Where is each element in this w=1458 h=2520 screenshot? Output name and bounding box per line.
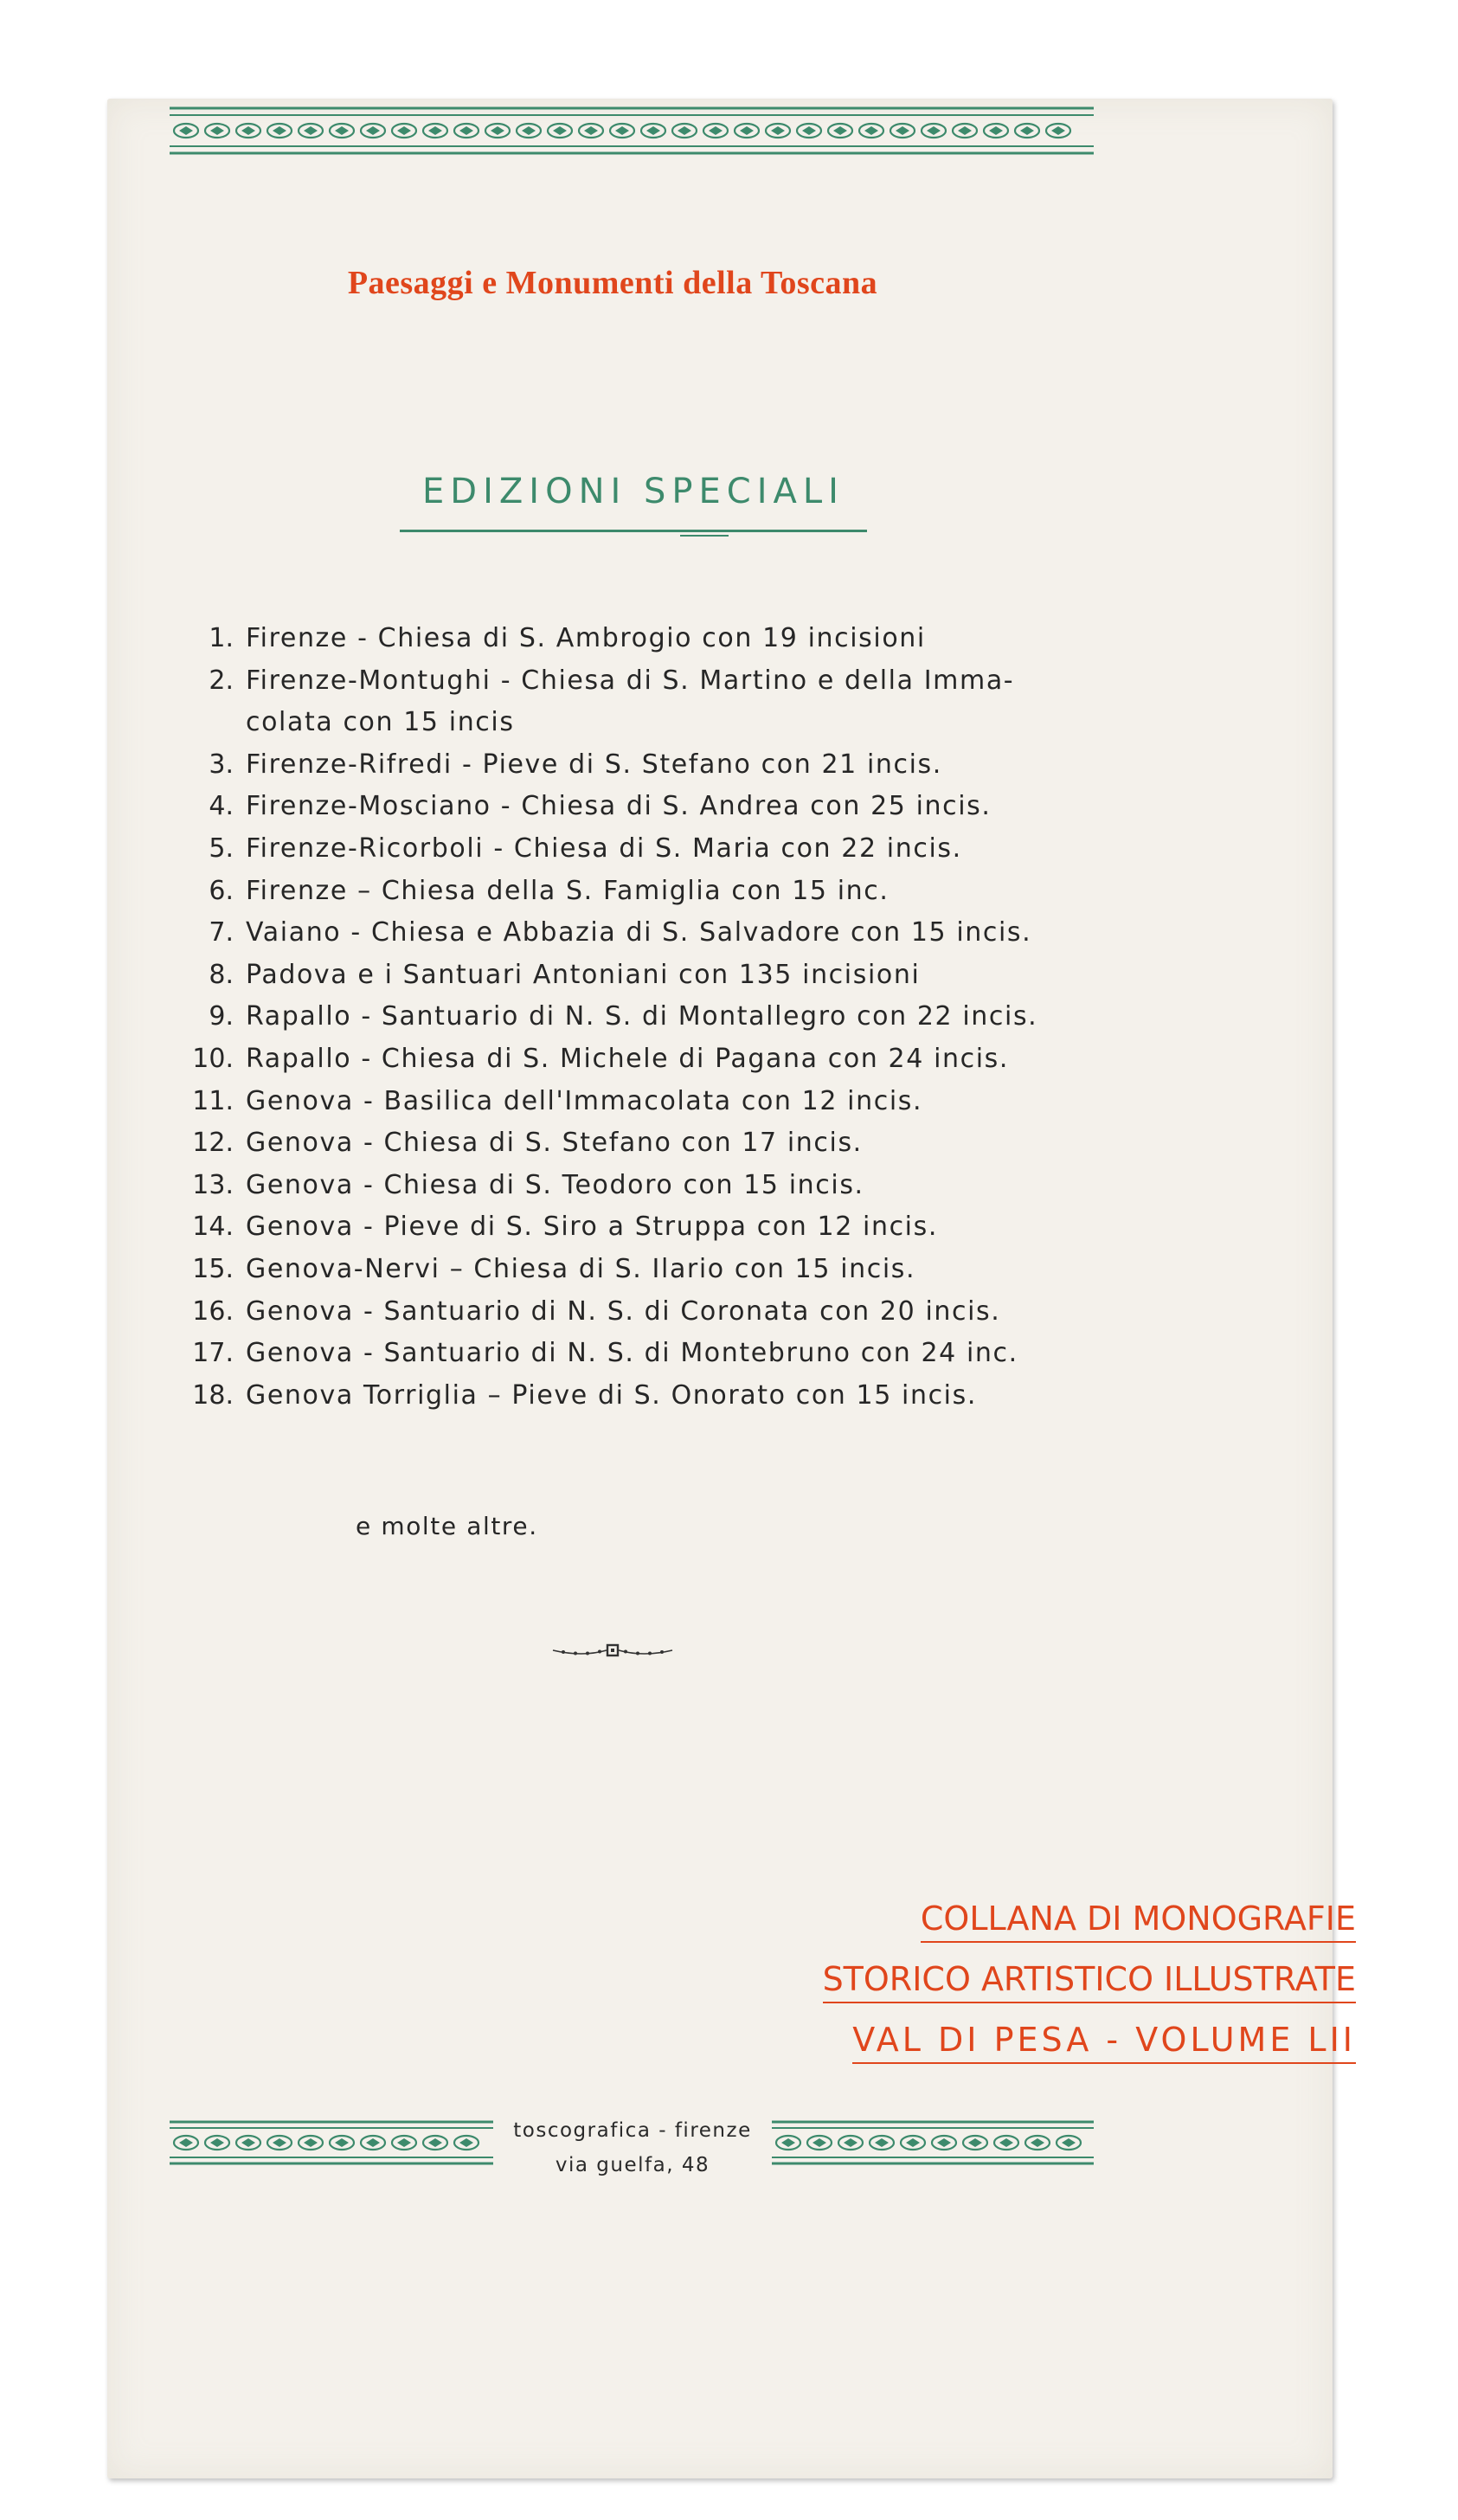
list-item: 18. Genova Torriglia – Pieve di S. Onorato con 15 incis. [192,1379,977,1411]
ornament-divider-icon [551,1640,674,1661]
list-item: 10. Rapallo - Chiesa di S. Michele di Pagana con 24 incis. [192,1043,1010,1074]
heading-underline-accent [680,535,729,537]
list-item: 14. Genova - Pieve di S. Siro a Struppa con 12 incis. [192,1212,938,1243]
list-item: 1. Firenze - Chiesa di S. Ambrogio con 19 incisioni [209,623,926,653]
list-item: 5. Firenze-Ricorboli - Chiesa di S. Maria con 22 incis. [209,832,962,864]
printer-imprint [493,2113,772,2182]
bottom-decorative-border-left [170,2118,493,2167]
editions-list [164,618,1116,1417]
list-item: 7. Vaiano - Chiesa e Abbazia di S. Salvadore con 15 incis. [209,917,1032,948]
list-item: 8. Padova e i Santuari Antoniani con 135 incisioni [209,959,921,990]
list-item: 11. Genova - Basilica dell'Immacolata con 12 incis. [192,1085,923,1116]
collection-title-line-1: COLLANA DI MONOGRAFIE [921,1900,1356,1943]
collection-title-line-2: STORICO ARTISTICO ILLUSTRATE [823,1960,1356,2003]
list-item: 12. Genova - Chiesa di S. Stefano con 17 incis. [192,1128,863,1159]
section-heading: EDIZIONI SPECIALI [422,472,845,511]
printer-name: toscografica - firenze [513,2119,752,2142]
collection-volume-line: VAL DI PESA - VOLUME LII [852,2021,1356,2064]
list-item: 16. Genova - Santuario di N. S. di Coronata con 20 incis. [192,1295,1001,1327]
list-item: 4. Firenze-Mosciano - Chiesa di S. Andrea con 25 incis. [209,791,992,822]
list-item: 17. Genova - Santuario di N. S. di Montebruno con 24 inc. [192,1338,1018,1369]
list-item: 2. Firenze-Montughi - Chiesa di S. Martino e della Imma- [209,665,1015,696]
bottom-decorative-border-right [772,2118,1094,2167]
list-item: 9. Rapallo - Santuario di N. S. di Montallegro con 22 incis. [209,1001,1038,1032]
list-item-continuation: colata con 15 incis [246,707,515,738]
series-title: Paesaggi e Monumenti della Toscana [347,265,878,301]
list-item: 6. Firenze – Chiesa della S. Famiglia con 15 inc. [209,875,890,906]
editions-footer: e molte altre. [356,1512,538,1540]
list-item: 13. Genova - Chiesa di S. Teodoro con 15 incis. [192,1169,864,1200]
heading-underline [400,530,867,532]
top-decorative-border [170,105,1094,157]
list-item: 3. Firenze-Rifredi - Pieve di S. Stefano con 21 incis. [209,749,942,780]
printer-address: via guelfa, 48 [555,2154,710,2176]
list-item: 15. Genova-Nervi – Chiesa di S. Ilario con 15 incis. [192,1253,916,1284]
